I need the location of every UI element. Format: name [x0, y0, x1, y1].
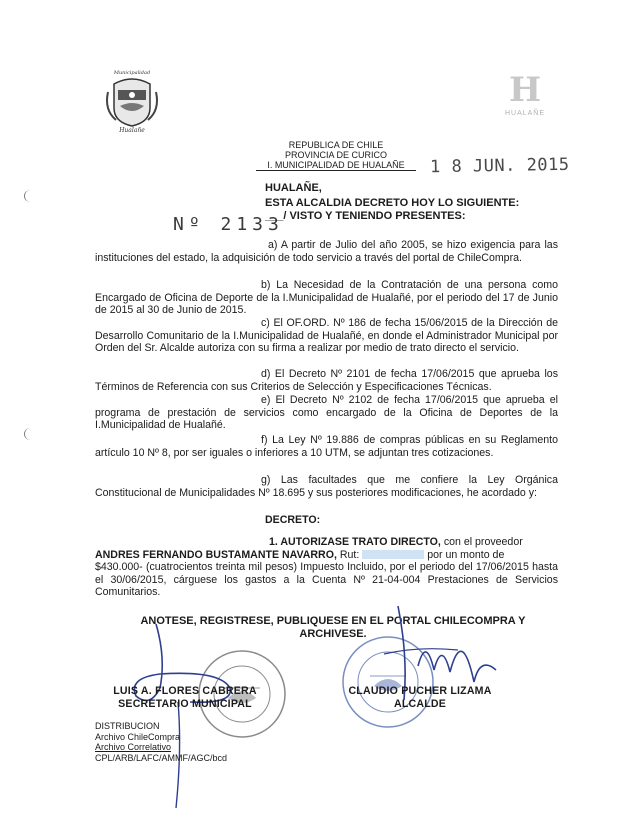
punch-hole-middle	[24, 428, 37, 440]
punch-hole-top	[24, 190, 37, 202]
header-province: PROVINCIA DE CURICO	[284, 150, 387, 160]
date-stamp: 1 8 JUN. 2015	[429, 154, 570, 178]
logo-bottom-text: Hualañe	[119, 127, 145, 134]
paragraph-f: f) La Ley Nº 19.886 de compras públicas en su Reglamento artículo 10 Nº 8, por ser iguales o inferiores a 10 UTM, se adjuntan tres cotizaciones.	[95, 434, 558, 459]
brand-monogram: H	[508, 70, 542, 110]
header-municipality: I. MUNICIPALIDAD DE HUALAÑE	[256, 160, 416, 171]
secretary-signature-icon	[120, 618, 280, 818]
logo-top-text: Municipalidad	[113, 70, 151, 76]
distribution-item: Archivo ChileCompra	[95, 731, 181, 742]
distribution-item: CPL/ARB/LAFC/AMMF/AGC/bcd	[95, 752, 228, 763]
rut-rest: por un monto de	[427, 548, 505, 561]
closing-line-1: ANOTESE, REGISTRESE, PUBLIQUESE EN EL PORTAL CHILECOMPRA Y	[140, 615, 526, 627]
secretary-title: SECRETARIO MUNICIPAL	[118, 698, 252, 710]
paragraph-d: d) El Decreto Nº 2101 de fecha 17/06/2015 que aprueba los Términos de Referencia con sus Criterios de Selección y Especificaciones Técnicas.	[95, 368, 558, 393]
coat-of-arms-icon	[102, 70, 162, 134]
paragraph-a: a) A partir de Julio del año 2005, se hizo exigencia para las instituciones del estado, la adquisición de todo servicio a través del portal de ChileCompra.	[95, 239, 558, 264]
distribution-list	[95, 721, 227, 763]
distribution-title: DISTRIBUCION	[95, 721, 160, 731]
mayor-signature-block	[340, 685, 500, 711]
paragraph-b: b) La Necesidad de la Contratación de una persona como Encargado de Oficina de Deporte de la I.Municipalidad de Hualañé, por el periodo del 17 de Junio de 2015 al 30 de Junio de 2015.	[95, 279, 558, 317]
place-heading: HUALAÑE,	[265, 182, 322, 194]
paragraph-c: c) El OF.ORD. Nº 186 de fecha 15/06/2015 de la Dirección de Desarrollo Comunitario de la I.Municipalidad de Hualañé, en donde el Administrador Municipal por Orden del Sr. Alcalde autoriza con su firma a realizar por medio de trato directo el servicio.	[95, 317, 558, 355]
decree-number: Nº 2133	[173, 214, 284, 235]
distribution-item: Archivo Correlativo	[95, 742, 172, 752]
decree-heading: ESTA ALCALDIA DECRETO HOY LO SIGUIENTE:	[265, 197, 520, 209]
resolution-block	[95, 536, 558, 599]
mayor-title: ALCALDE	[393, 698, 446, 710]
redacted-rut	[362, 550, 424, 559]
paragraph-e: e) El Decreto Nº 2102 de fecha 17/06/2015 que aprueba el programa de prestación de servicios como encargado de la Oficina de Deportes de la I.Municipalidad de Hualañé.	[95, 394, 558, 432]
resolution-body: $430.000- (cuatrocientos treinta mil pesos) Impuesto Incluido, por el periodo del 17/06/2015 hasta el 30/06/2015, cárguese los gastos a la Cuenta Nº 21-04-004 Prestaciones de Servicios Comunitarios.	[95, 561, 558, 599]
mayor-name: CLAUDIO PUCHER LIZAMA	[348, 685, 492, 697]
resolution-point: 1. AUTORIZASE TRATO DIRECTO,	[269, 536, 441, 548]
closing-line-2: ARCHIVESE.	[299, 627, 367, 640]
institution-header	[256, 140, 416, 171]
hualane-brand-logo	[500, 72, 550, 122]
secretary-signature-block	[95, 685, 275, 711]
municipal-logo	[102, 70, 162, 134]
visto-heading: ___/ VISTO Y TENIENDO PRESENTES:	[265, 210, 466, 222]
rut-label: Rut:	[339, 548, 360, 561]
paragraph-g: g) Las facultades que me confiere la Ley Orgánica Constitucional de Municipalidades Nº 18.695 y sus posteriores modificaciones, he acordado y:	[95, 474, 558, 499]
brand-caption: HUALAÑE	[504, 110, 546, 117]
decreto-heading: DECRETO:	[265, 514, 321, 526]
secretary-name: LUIS A. FLORES CABRERA	[113, 685, 257, 697]
header-country: REPUBLICA DE CHILE	[288, 140, 384, 150]
resolution-point-rest: con el proveedor	[443, 536, 523, 548]
provider-name: ANDRES FERNANDO BUSTAMANTE NAVARRO,	[95, 548, 337, 561]
